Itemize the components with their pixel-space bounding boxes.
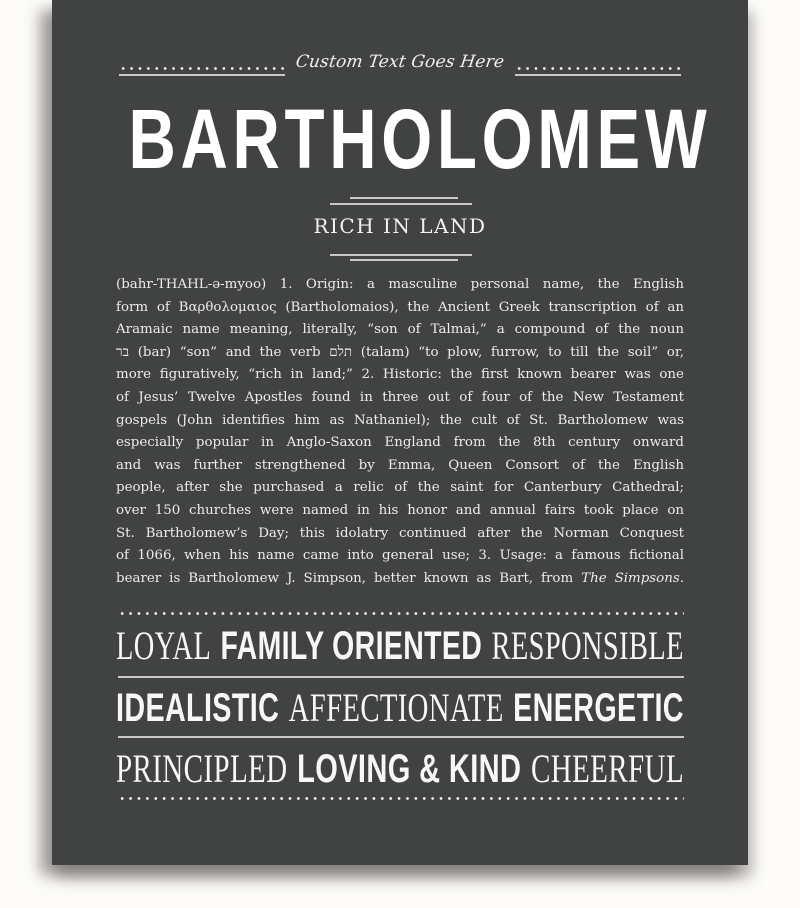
custom-script-text: Custom Text Goes Here — [294, 52, 506, 72]
definition-line: and was further strengthened by Emma, Queen Consort of the English — [116, 457, 684, 473]
subtitle-rule-bottom-long — [330, 254, 472, 256]
trait-word: PRINCIPLED — [116, 746, 288, 791]
subtitle-rule-top-long — [330, 203, 472, 205]
definition-line: especially popular in Anglo-Saxon England from the 8th century onward — [116, 435, 684, 451]
traits-dotted-top — [118, 611, 684, 616]
subtitle-rule-bottom-short — [350, 259, 458, 261]
definition-line: (bahr-THAHL-ə-myoo) 1. Origin: a masculine personal name, the English — [116, 277, 684, 292]
name-title: BARTHOLOMEW — [128, 92, 712, 186]
subtitle-rule-top-short — [350, 197, 458, 199]
traits-rule-2 — [118, 736, 684, 738]
definition-line: of Jesus’ Twelve Apostles found in three out of four of the New Testament — [116, 389, 684, 405]
traits-dotted-bottom — [118, 796, 684, 801]
trait-word: FAMILY ORIENTED — [220, 624, 483, 668]
traits-row-2 — [116, 686, 684, 730]
traits-row-1 — [116, 624, 684, 668]
name-meaning: RICH IN LAND — [313, 214, 487, 238]
name-poster — [52, 0, 748, 865]
definition-line: over 150 churches were named in his honor and annual fairs took place on — [116, 502, 684, 518]
definition-line: of 1066, when his name came into general use; 3. Usage: a famous fictional — [116, 548, 684, 564]
trait-word: RESPONSIBLE — [491, 623, 684, 668]
traits-rule-1 — [118, 676, 684, 678]
definition-italic-title: The Simpsons. — [581, 570, 684, 586]
definition-paragraph — [116, 274, 684, 590]
definition-line: form of Βαρθολομαιος (Bartholomaios), the Ancient Greek transcription of an — [116, 299, 684, 315]
trait-word: AFFECTIONATE — [288, 685, 504, 730]
rule-left — [119, 74, 285, 76]
definition-line: St. Bartholomew’s Day; this idolatry continued after the Norman Conquest — [116, 525, 684, 541]
definition-line: people, after she purchased a relic of the saint for Canterbury Cathedral; — [116, 480, 684, 496]
trait-word: LOYAL — [116, 623, 212, 668]
trait-word: LOVING & KIND — [297, 747, 522, 791]
definition-line: Aramaic name meaning, literally, “son of Talmai,” a compound of the noun — [116, 322, 684, 338]
traits-row-3 — [116, 747, 684, 791]
trait-word: ENERGETIC — [513, 686, 684, 730]
definition-line: בר (bar) “son” and the verb תלם (talam) “to plow, furrow, to till the soil” or, — [116, 344, 685, 360]
trait-word: IDEALISTIC — [116, 686, 280, 730]
definition-line-last — [116, 568, 684, 591]
definition-line: more figuratively, “rich in land;” 2. Historic: the first known bearer was one — [116, 367, 684, 383]
definition-line: gospels (John identifies him as Nathaniel); the cult of St. Bartholomew was — [116, 412, 684, 428]
rule-right — [515, 74, 681, 76]
trait-word: CHEERFUL — [530, 746, 684, 791]
definition-line-text: bearer is Bartholomew J. Simpson, better known as Bart, from — [116, 570, 582, 586]
